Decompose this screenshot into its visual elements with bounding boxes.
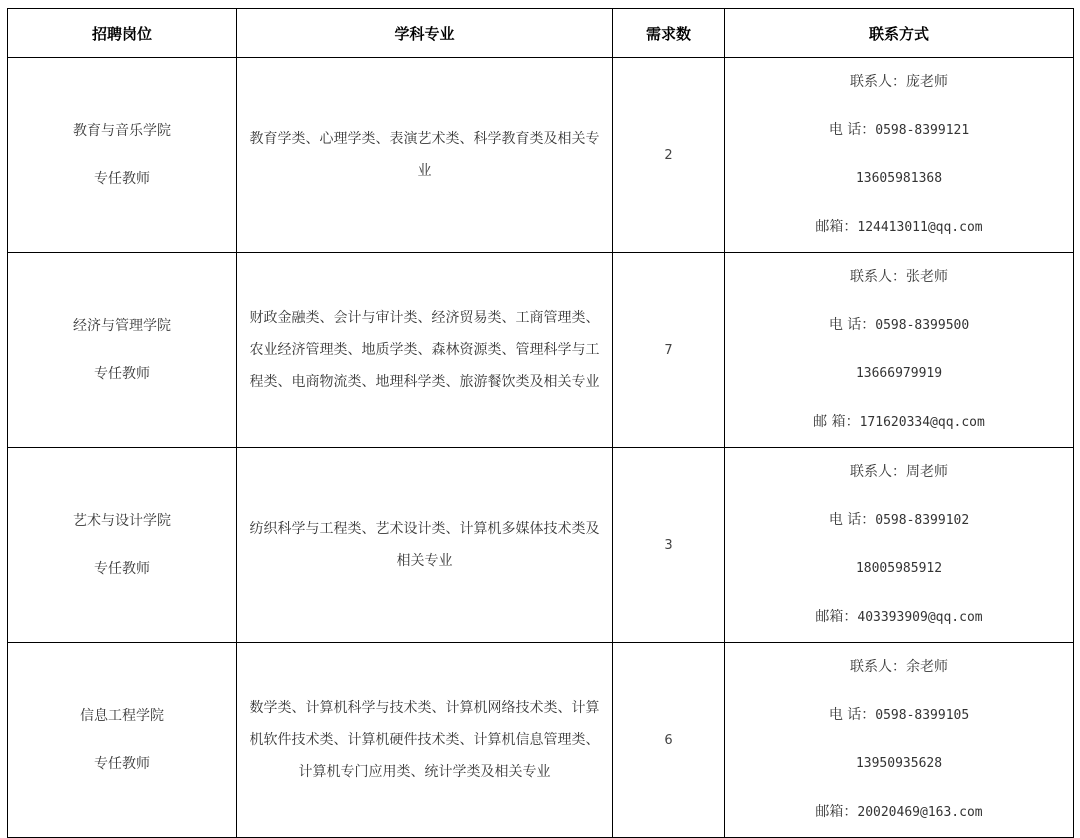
phone-label: 电 话： [828, 707, 876, 723]
college-name: 教育与音乐学院 [73, 123, 171, 139]
demand-count: 3 [664, 538, 673, 553]
contact-email-line [725, 398, 1073, 447]
position-title: 专任教师 [94, 756, 150, 772]
contact-person: 联系人：庞老师 [850, 74, 948, 90]
contact-person: 联系人：张老师 [850, 269, 948, 285]
position-cell [8, 253, 237, 448]
mobile-number: 18005985912 [855, 561, 943, 576]
phone-label: 电 话： [828, 122, 876, 138]
contact-email-line [725, 593, 1073, 642]
position-title: 专任教师 [94, 561, 150, 577]
header-position: 招聘岗位 [8, 9, 237, 58]
major-text: 数学类、计算机科学与技术类、计算机网络技术类、计算机软件技术类、计算机硬件技术类、计算机信息管理类、计算机专门应用类、统计学类及相关专业 [249, 700, 600, 780]
demand-cell [613, 253, 725, 448]
header-demand: 需求数 [613, 9, 725, 58]
table-row [8, 448, 1074, 643]
email-label: 邮箱： [815, 804, 858, 820]
demand-count: 6 [664, 733, 673, 748]
contact-email-line [725, 203, 1073, 252]
mobile-number: 13605981368 [855, 171, 943, 186]
email-address: 124413011@qq.com [857, 220, 983, 235]
contact-cell [725, 58, 1074, 253]
phone-number: 0598-8399121 [875, 123, 970, 138]
demand-cell [613, 58, 725, 253]
mobile-number: 13950935628 [855, 756, 943, 771]
table-header-row [8, 9, 1074, 58]
contact-cell [725, 448, 1074, 643]
major-cell [237, 253, 613, 448]
phone-label: 电 话： [828, 512, 876, 528]
mobile-number: 13666979919 [855, 366, 943, 381]
contact-person: 联系人：余老师 [850, 659, 948, 675]
table-row [8, 643, 1074, 838]
table-row [8, 58, 1074, 253]
major-cell [237, 58, 613, 253]
email-label: 邮 箱： [813, 414, 860, 430]
college-name: 信息工程学院 [80, 708, 164, 724]
position-cell [8, 58, 237, 253]
position-title: 专任教师 [94, 171, 150, 187]
recruitment-table [7, 8, 1074, 838]
phone-number: 0598-8399105 [875, 708, 970, 723]
demand-cell [613, 448, 725, 643]
demand-count: 7 [664, 343, 673, 358]
header-major: 学科专业 [237, 9, 613, 58]
contact-email-line [725, 788, 1073, 837]
phone-label: 电 话： [828, 317, 876, 333]
phone-number: 0598-8399500 [875, 318, 970, 333]
header-contact: 联系方式 [725, 9, 1074, 58]
college-name: 艺术与设计学院 [73, 513, 171, 529]
major-text: 纺织科学与工程类、艺术设计类、计算机多媒体技术类及相关专业 [249, 521, 600, 569]
email-label: 邮箱： [815, 609, 858, 625]
contact-cell [725, 253, 1074, 448]
contact-phone-line [725, 496, 1073, 545]
major-text: 教育学类、心理学类、表演艺术类、科学教育类及相关专业 [249, 131, 600, 179]
major-text: 财政金融类、会计与审计类、经济贸易类、工商管理类、农业经济管理类、地质学类、森林资源类、管理科学与工程类、电商物流类、地理科学类、旅游餐饮类及相关专业 [249, 310, 600, 390]
email-label: 邮箱： [815, 219, 858, 235]
demand-cell [613, 643, 725, 838]
position-cell [8, 448, 237, 643]
major-cell [237, 448, 613, 643]
position-cell [8, 643, 237, 838]
contact-phone-line [725, 106, 1073, 155]
contact-cell [725, 643, 1074, 838]
contact-phone-line [725, 301, 1073, 350]
contact-person: 联系人：周老师 [850, 464, 948, 480]
contact-phone-line [725, 691, 1073, 740]
phone-number: 0598-8399102 [875, 513, 970, 528]
college-name: 经济与管理学院 [73, 318, 171, 334]
position-title: 专任教师 [94, 366, 150, 382]
email-address: 171620334@qq.com [859, 415, 985, 430]
demand-count: 2 [664, 148, 673, 163]
table-row [8, 253, 1074, 448]
email-address: 20020469@163.com [857, 805, 983, 820]
major-cell [237, 643, 613, 838]
email-address: 403393909@qq.com [857, 610, 983, 625]
